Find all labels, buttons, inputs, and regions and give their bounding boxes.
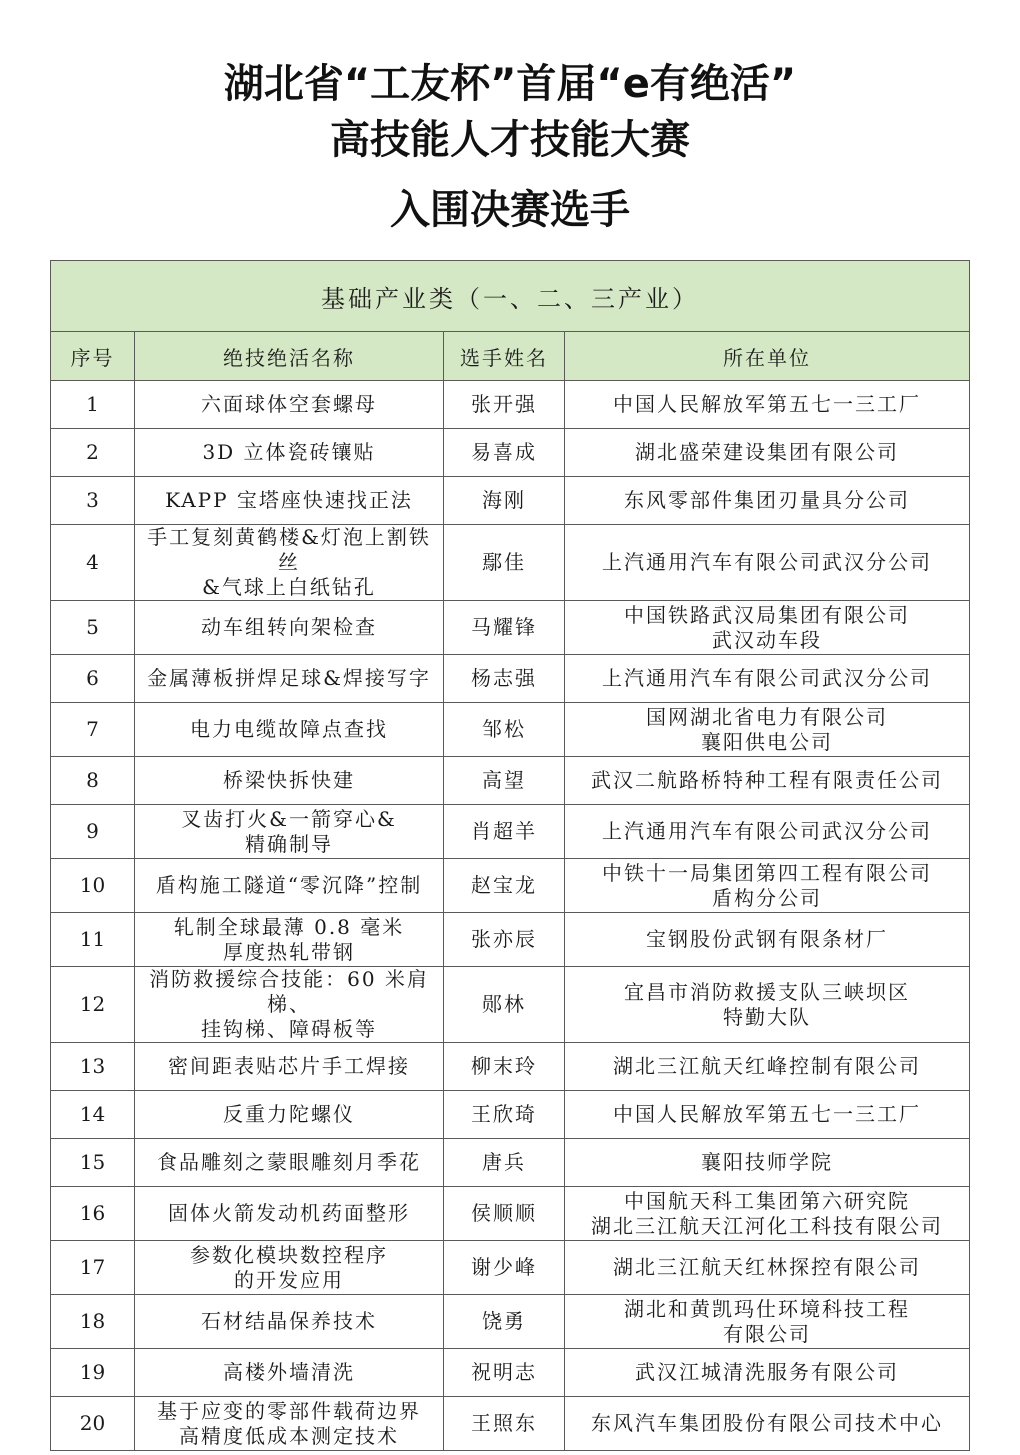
table-row (51, 1187, 970, 1241)
skill-line: 消防救援综合技能：60 米肩梯、 (149, 967, 429, 1016)
row-unit (565, 1295, 970, 1349)
table-row (51, 859, 970, 913)
table-row (51, 655, 970, 703)
row-skill (135, 1043, 444, 1091)
skill-line: 电力电缆故障点查找 (190, 717, 388, 741)
row-player-name: 易喜成 (444, 429, 565, 477)
row-index: 7 (51, 703, 135, 757)
row-player-name: 侯顺顺 (444, 1187, 565, 1241)
row-player-name: 赵宝龙 (444, 859, 565, 913)
table-row (51, 1043, 970, 1091)
unit-line: 上汽通用汽车有限公司武汉分公司 (602, 819, 932, 843)
row-index: 8 (51, 757, 135, 805)
header-skill: 绝技绝活名称 (135, 332, 444, 381)
skill-line: 六面球体空套螺母 (201, 392, 377, 416)
skill-line: 轧制全球最薄 0.8 毫米 (173, 914, 405, 939)
unit-line: 盾构分公司 (712, 885, 822, 910)
row-unit (565, 1241, 970, 1295)
unit-line: 湖北三江航天江河化工科技有限公司 (591, 1213, 943, 1238)
row-skill (135, 859, 444, 913)
title-line-2: 高技能人才技能大赛 (330, 117, 690, 163)
row-unit (565, 1187, 970, 1241)
row-index: 2 (51, 429, 135, 477)
unit-line: 襄阳技师学院 (701, 1150, 833, 1174)
row-skill (135, 1397, 444, 1451)
unit-line: 宜昌市消防救援支队三峡坝区 (624, 979, 910, 1004)
row-index: 19 (51, 1349, 135, 1397)
skill-line: 挂钩梯、障碍板等 (201, 1017, 377, 1041)
finalists-table (50, 260, 970, 1451)
row-skill (135, 805, 444, 859)
unit-line: 武汉动车段 (712, 627, 822, 652)
skill-line: 金属薄板拼焊足球&焊接写字 (147, 666, 431, 690)
row-unit (565, 913, 970, 967)
row-index: 3 (51, 477, 135, 525)
table-row (51, 1139, 970, 1187)
category-label: 基础产业类（一、二、三产业） (51, 261, 970, 332)
row-index: 20 (51, 1397, 135, 1451)
table-row (51, 381, 970, 429)
row-player-name: 马耀锋 (444, 601, 565, 655)
skill-line: 高楼外墙清洗 (223, 1360, 355, 1384)
table-row (51, 1349, 970, 1397)
row-skill (135, 967, 444, 1043)
row-unit (565, 1043, 970, 1091)
row-index: 16 (51, 1187, 135, 1241)
unit-line: 中国铁路武汉局集团有限公司 (624, 602, 910, 627)
row-skill (135, 525, 444, 601)
table-row (51, 1295, 970, 1349)
row-player-name: 鄢佳 (444, 525, 565, 601)
skill-line: 高精度低成本测定技术 (179, 1423, 399, 1448)
row-index: 5 (51, 601, 135, 655)
unit-line: 东风汽车集团股份有限公司技术中心 (591, 1411, 943, 1435)
row-player-name: 张开强 (444, 381, 565, 429)
row-unit (565, 429, 970, 477)
skill-line: 盾构施工隧道“零沉降”控制 (155, 873, 423, 897)
table-row (51, 805, 970, 859)
row-unit (565, 1091, 970, 1139)
unit-line: 东风零部件集团刃量具分公司 (624, 488, 910, 512)
row-unit (565, 703, 970, 757)
row-unit (565, 1139, 970, 1187)
row-index: 13 (51, 1043, 135, 1091)
row-player-name: 邹松 (444, 703, 565, 757)
row-unit (565, 601, 970, 655)
row-skill (135, 1139, 444, 1187)
row-unit (565, 477, 970, 525)
row-skill (135, 1295, 444, 1349)
unit-line: 上汽通用汽车有限公司武汉分公司 (602, 666, 932, 690)
skill-line: 参数化模块数控程序 (190, 1242, 388, 1267)
table-row (51, 1241, 970, 1295)
row-player-name: 高望 (444, 757, 565, 805)
row-skill (135, 703, 444, 757)
row-index: 6 (51, 655, 135, 703)
row-index: 17 (51, 1241, 135, 1295)
category-row (51, 261, 970, 332)
row-index: 1 (51, 381, 135, 429)
skill-line: 石材结晶保养技术 (201, 1309, 377, 1333)
table-row (51, 967, 970, 1043)
row-skill (135, 1349, 444, 1397)
row-unit (565, 859, 970, 913)
row-index: 10 (51, 859, 135, 913)
skill-line: 手工复刻黄鹤楼&灯泡上割铁丝 (147, 525, 431, 574)
row-index: 12 (51, 967, 135, 1043)
row-skill (135, 913, 444, 967)
table-body (51, 381, 970, 1451)
row-unit (565, 757, 970, 805)
table-row (51, 601, 970, 655)
row-player-name: 祝明志 (444, 1349, 565, 1397)
unit-line: 中国人民解放军第五七一三工厂 (613, 1102, 921, 1126)
unit-line: 宝钢股份武钢有限条材厂 (646, 927, 888, 951)
row-player-name: 唐兵 (444, 1139, 565, 1187)
row-skill (135, 655, 444, 703)
unit-line: 湖北和黄凯玛仕环境科技工程 (624, 1296, 910, 1321)
row-unit (565, 1397, 970, 1451)
table-row (51, 429, 970, 477)
skill-line: 的开发应用 (234, 1267, 344, 1292)
row-unit (565, 1349, 970, 1397)
table-row (51, 1397, 970, 1451)
row-player-name: 郧林 (444, 967, 565, 1043)
skill-line: 3D 立体瓷砖镶贴 (202, 440, 376, 464)
skill-line: KAPP 宝塔座快速找正法 (165, 488, 413, 512)
unit-line: 中国人民解放军第五七一三工厂 (613, 392, 921, 416)
row-skill (135, 757, 444, 805)
row-skill (135, 1187, 444, 1241)
row-unit (565, 805, 970, 859)
unit-line: 襄阳供电公司 (701, 729, 833, 754)
row-index: 18 (51, 1295, 135, 1349)
row-unit (565, 967, 970, 1043)
row-player-name: 王照东 (444, 1397, 565, 1451)
skill-line: 厚度热轧带钢 (223, 939, 355, 964)
header-name: 选手姓名 (444, 332, 565, 381)
row-player-name: 杨志强 (444, 655, 565, 703)
title-line-3: 入围决赛选手 (390, 187, 630, 233)
row-unit (565, 655, 970, 703)
skill-line: 精确制导 (245, 831, 333, 856)
unit-line: 武汉江城清洗服务有限公司 (635, 1360, 899, 1384)
row-skill (135, 601, 444, 655)
row-index: 15 (51, 1139, 135, 1187)
unit-line: 国网湖北省电力有限公司 (646, 704, 888, 729)
unit-line: 特勤大队 (723, 1004, 811, 1029)
skill-line: &气球上白纸钻孔 (202, 575, 376, 599)
skill-line: 动车组转向架检查 (201, 615, 377, 639)
skill-line: 食品雕刻之蒙眼雕刻月季花 (157, 1150, 421, 1174)
row-player-name: 海刚 (444, 477, 565, 525)
skill-line: 反重力陀螺仪 (223, 1102, 355, 1126)
row-index: 4 (51, 525, 135, 601)
table-row (51, 703, 970, 757)
unit-line: 湖北三江航天红林探控有限公司 (613, 1255, 921, 1279)
table-row (51, 1091, 970, 1139)
row-skill (135, 381, 444, 429)
skill-line: 基于应变的零部件载荷边界 (157, 1398, 421, 1423)
skill-line: 固体火箭发动机药面整形 (168, 1201, 410, 1225)
table-row (51, 525, 970, 601)
unit-line: 中铁十一局集团第四工程有限公司 (602, 860, 932, 885)
table-row (51, 913, 970, 967)
skill-line: 桥梁快拆快建 (223, 768, 355, 792)
row-player-name: 王欣琦 (444, 1091, 565, 1139)
row-index: 14 (51, 1091, 135, 1139)
skill-line: 密间距表贴芯片手工焊接 (168, 1054, 410, 1078)
row-skill (135, 1241, 444, 1295)
unit-line: 湖北三江航天红峰控制有限公司 (613, 1054, 921, 1078)
row-skill (135, 429, 444, 477)
unit-line: 湖北盛荣建设集团有限公司 (635, 440, 899, 464)
row-player-name: 饶勇 (444, 1295, 565, 1349)
unit-line: 有限公司 (723, 1321, 811, 1346)
unit-line: 中国航天科工集团第六研究院 (624, 1188, 910, 1213)
row-player-name: 谢少峰 (444, 1241, 565, 1295)
table-row (51, 757, 970, 805)
row-index: 11 (51, 913, 135, 967)
row-player-name: 肖超羊 (444, 805, 565, 859)
table-row (51, 477, 970, 525)
title-line-1: 湖北省“工友杯”首届“e有绝活” (223, 61, 797, 107)
row-player-name: 张亦辰 (444, 913, 565, 967)
row-skill (135, 477, 444, 525)
row-index: 9 (51, 805, 135, 859)
row-unit (565, 525, 970, 601)
unit-line: 武汉二航路桥特种工程有限责任公司 (591, 768, 943, 792)
row-unit (565, 381, 970, 429)
header-index: 序号 (51, 332, 135, 381)
row-player-name: 柳末玲 (444, 1043, 565, 1091)
row-skill (135, 1091, 444, 1139)
header-unit: 所在单位 (565, 332, 970, 381)
unit-line: 上汽通用汽车有限公司武汉分公司 (602, 550, 932, 574)
header-row (51, 332, 970, 381)
skill-line: 叉齿打火&一箭穿心& (181, 806, 397, 831)
